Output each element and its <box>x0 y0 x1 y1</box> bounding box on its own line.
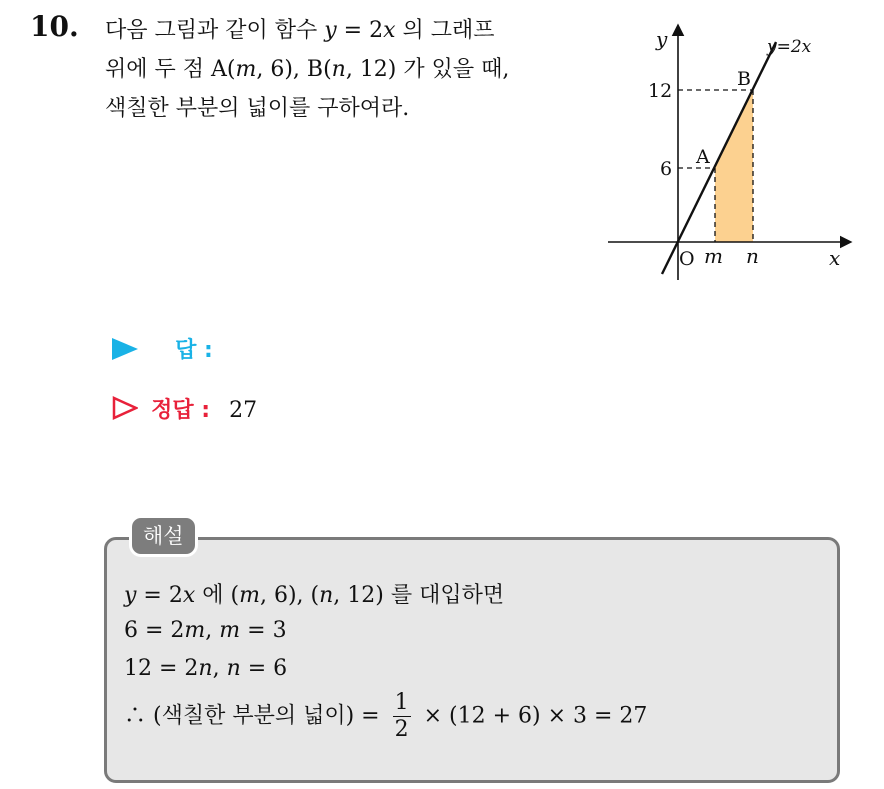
point-label-b: B <box>737 68 751 90</box>
shaded-region <box>715 90 753 242</box>
correct-answer-label: 정답 : <box>151 398 211 423</box>
fraction-one-half: $\frac{1}{2}$ <box>394 690 409 742</box>
tick-label-12: 12 <box>648 80 673 102</box>
answer-label: 답 : <box>175 338 213 363</box>
correct-answer-row <box>112 393 257 424</box>
outline-triangle-icon <box>112 396 138 420</box>
question-line-1: 다음 그림과 같이 함수 y = 2x 의 그래프 <box>105 18 495 43</box>
solution-line-4: ∴ (색칠한 부분의 넓이) = $\frac{1}{2}$ × (12 + 6) × 3 = 27 <box>124 690 648 742</box>
explanation-tag: 해설 <box>129 515 198 557</box>
function-graph <box>600 20 860 285</box>
question-line-2: 위에 두 점 A(m, 6), B(n, 12) 가 있을 때, <box>105 57 510 82</box>
point-label-a: A <box>696 146 710 168</box>
line-label: y=2x <box>767 37 812 57</box>
x-tick-label-n: n <box>746 244 759 268</box>
solution-line-1: y = 2x 에 (m, 6), (n, 12) 를 대입하면 <box>124 583 505 608</box>
x-tick-label-m: m <box>704 244 723 268</box>
question-number: 10. <box>30 10 79 43</box>
correct-answer-value: 27 <box>229 398 258 423</box>
solution-line-3: 12 = 2n, n = 6 <box>124 656 288 681</box>
answer-row <box>112 333 213 364</box>
solution-line-2: 6 = 2m, m = 3 <box>124 618 287 643</box>
y-axis-label: y <box>656 27 668 51</box>
origin-label: O <box>679 248 695 270</box>
play-triangle-icon <box>112 338 138 360</box>
question-line-3: 색칠한 부분의 넓이를 구하여라. <box>105 96 410 121</box>
x-axis-label: x <box>829 246 841 270</box>
tick-label-6: 6 <box>660 158 673 180</box>
